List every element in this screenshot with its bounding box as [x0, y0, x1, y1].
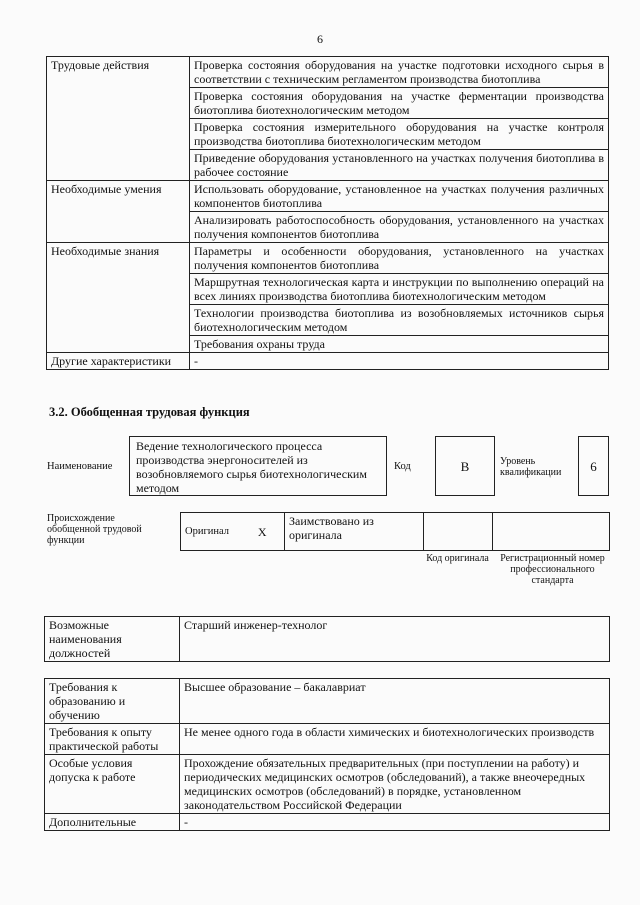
requirement-label: Дополнительные: [45, 814, 180, 831]
requirement-value: Высшее образование – бакалавриат: [180, 679, 610, 724]
borrowed-label: Заимствовано из оригинала: [285, 513, 424, 551]
code-value-box: B: [435, 436, 495, 496]
origin-code-cell: [424, 513, 493, 551]
positions-table: [44, 616, 610, 662]
table-row: [47, 181, 609, 212]
original-mark: X: [241, 513, 285, 551]
table-row: [45, 724, 610, 755]
table-cell: Требования охраны труда: [190, 336, 609, 353]
table-row: [181, 513, 610, 551]
code-caption: Код оригинала: [426, 553, 489, 564]
function-name-box: Ведение технологического процесса производства энергоносителей из возобновляемого сырья биотехнологическим методом: [129, 436, 387, 496]
requirement-value: Не менее одного года в области химических и биотехнологических производств: [180, 724, 610, 755]
level-value-box: 6: [578, 436, 609, 496]
table-cell: Технологии производства биотоплива из возобновляемых источников сырья биотехнологическим методом: [190, 305, 609, 336]
requirements-table: [44, 678, 610, 831]
table-row: [47, 243, 609, 274]
row-label-knowledge: Необходимые знания: [47, 243, 190, 353]
name-label: Наименование: [47, 461, 113, 472]
row-label-other: Другие характеристики: [47, 353, 190, 370]
requirement-label: Особые условия допуска к работе: [45, 755, 180, 814]
table-cell: Приведение оборудования установленного на участках получения биотоплива в рабочее состояние: [190, 150, 609, 181]
table-cell: Параметры и особенности оборудования, установленного на участках получения компонентов биотоплива: [190, 243, 609, 274]
section-title: 3.2. Обобщенная трудовая функция: [49, 405, 250, 419]
table-cell: Маршрутная технологическая карта и инструкции по выполнению операций на всех линиях производства биотоплива биотехнологическим методом: [190, 274, 609, 305]
requirement-value: Прохождение обязательных предварительных (при поступлении на работу) и периодических медицинских осмотров (обследований), а также внеочередных медицинских осмотров (обследований) в порядке, установленном законодательством Российской Федерации: [180, 755, 610, 814]
table-cell: Анализировать работоспособность оборудования, установленного на участках получения компонентов биотоплива: [190, 212, 609, 243]
table-row: [45, 679, 610, 724]
row-label-skills: Необходимые умения: [47, 181, 190, 243]
table-row: [47, 353, 609, 370]
requirement-value: -: [180, 814, 610, 831]
table-row: [47, 57, 609, 88]
table-cell: Проверка состояния измерительного оборудования на участке контроля производства биотоплива биотехнологическим методом: [190, 119, 609, 150]
positions-label: Возможные наименования должностей: [45, 617, 180, 662]
level-label: Уровень квалификации: [500, 456, 562, 478]
table-cell: Использовать оборудование, установленное на участках получения различных компонентов биотоплива: [190, 181, 609, 212]
requirement-label: Требования к образованию и обучению: [45, 679, 180, 724]
table-row: [45, 755, 610, 814]
reg-caption: Регистрационный номер профессионального стандарта: [500, 553, 605, 586]
labor-function-table: [46, 56, 609, 370]
page-number: 6: [317, 32, 323, 46]
origin-table: [180, 512, 610, 551]
origin-label: Происхождение обобщенной трудовой функции: [47, 513, 142, 546]
table-cell: Проверка состояния оборудования на участке подготовки исходного сырья в соответствии с техническим регламентом производства биотоплива: [190, 57, 609, 88]
table-cell: Проверка состояния оборудования на участке ферментации производства биотоплива биотехнологическим методом: [190, 88, 609, 119]
requirement-label: Требования к опыту практической работы: [45, 724, 180, 755]
table-row: [45, 617, 610, 662]
positions-value: Старший инженер-технолог: [180, 617, 610, 662]
original-label: Оригинал: [181, 513, 241, 551]
table-cell: -: [190, 353, 609, 370]
table-row: [45, 814, 610, 831]
code-label: Код: [394, 461, 411, 472]
row-label-labor-actions: Трудовые действия: [47, 57, 190, 181]
reg-number-cell: [493, 513, 610, 551]
